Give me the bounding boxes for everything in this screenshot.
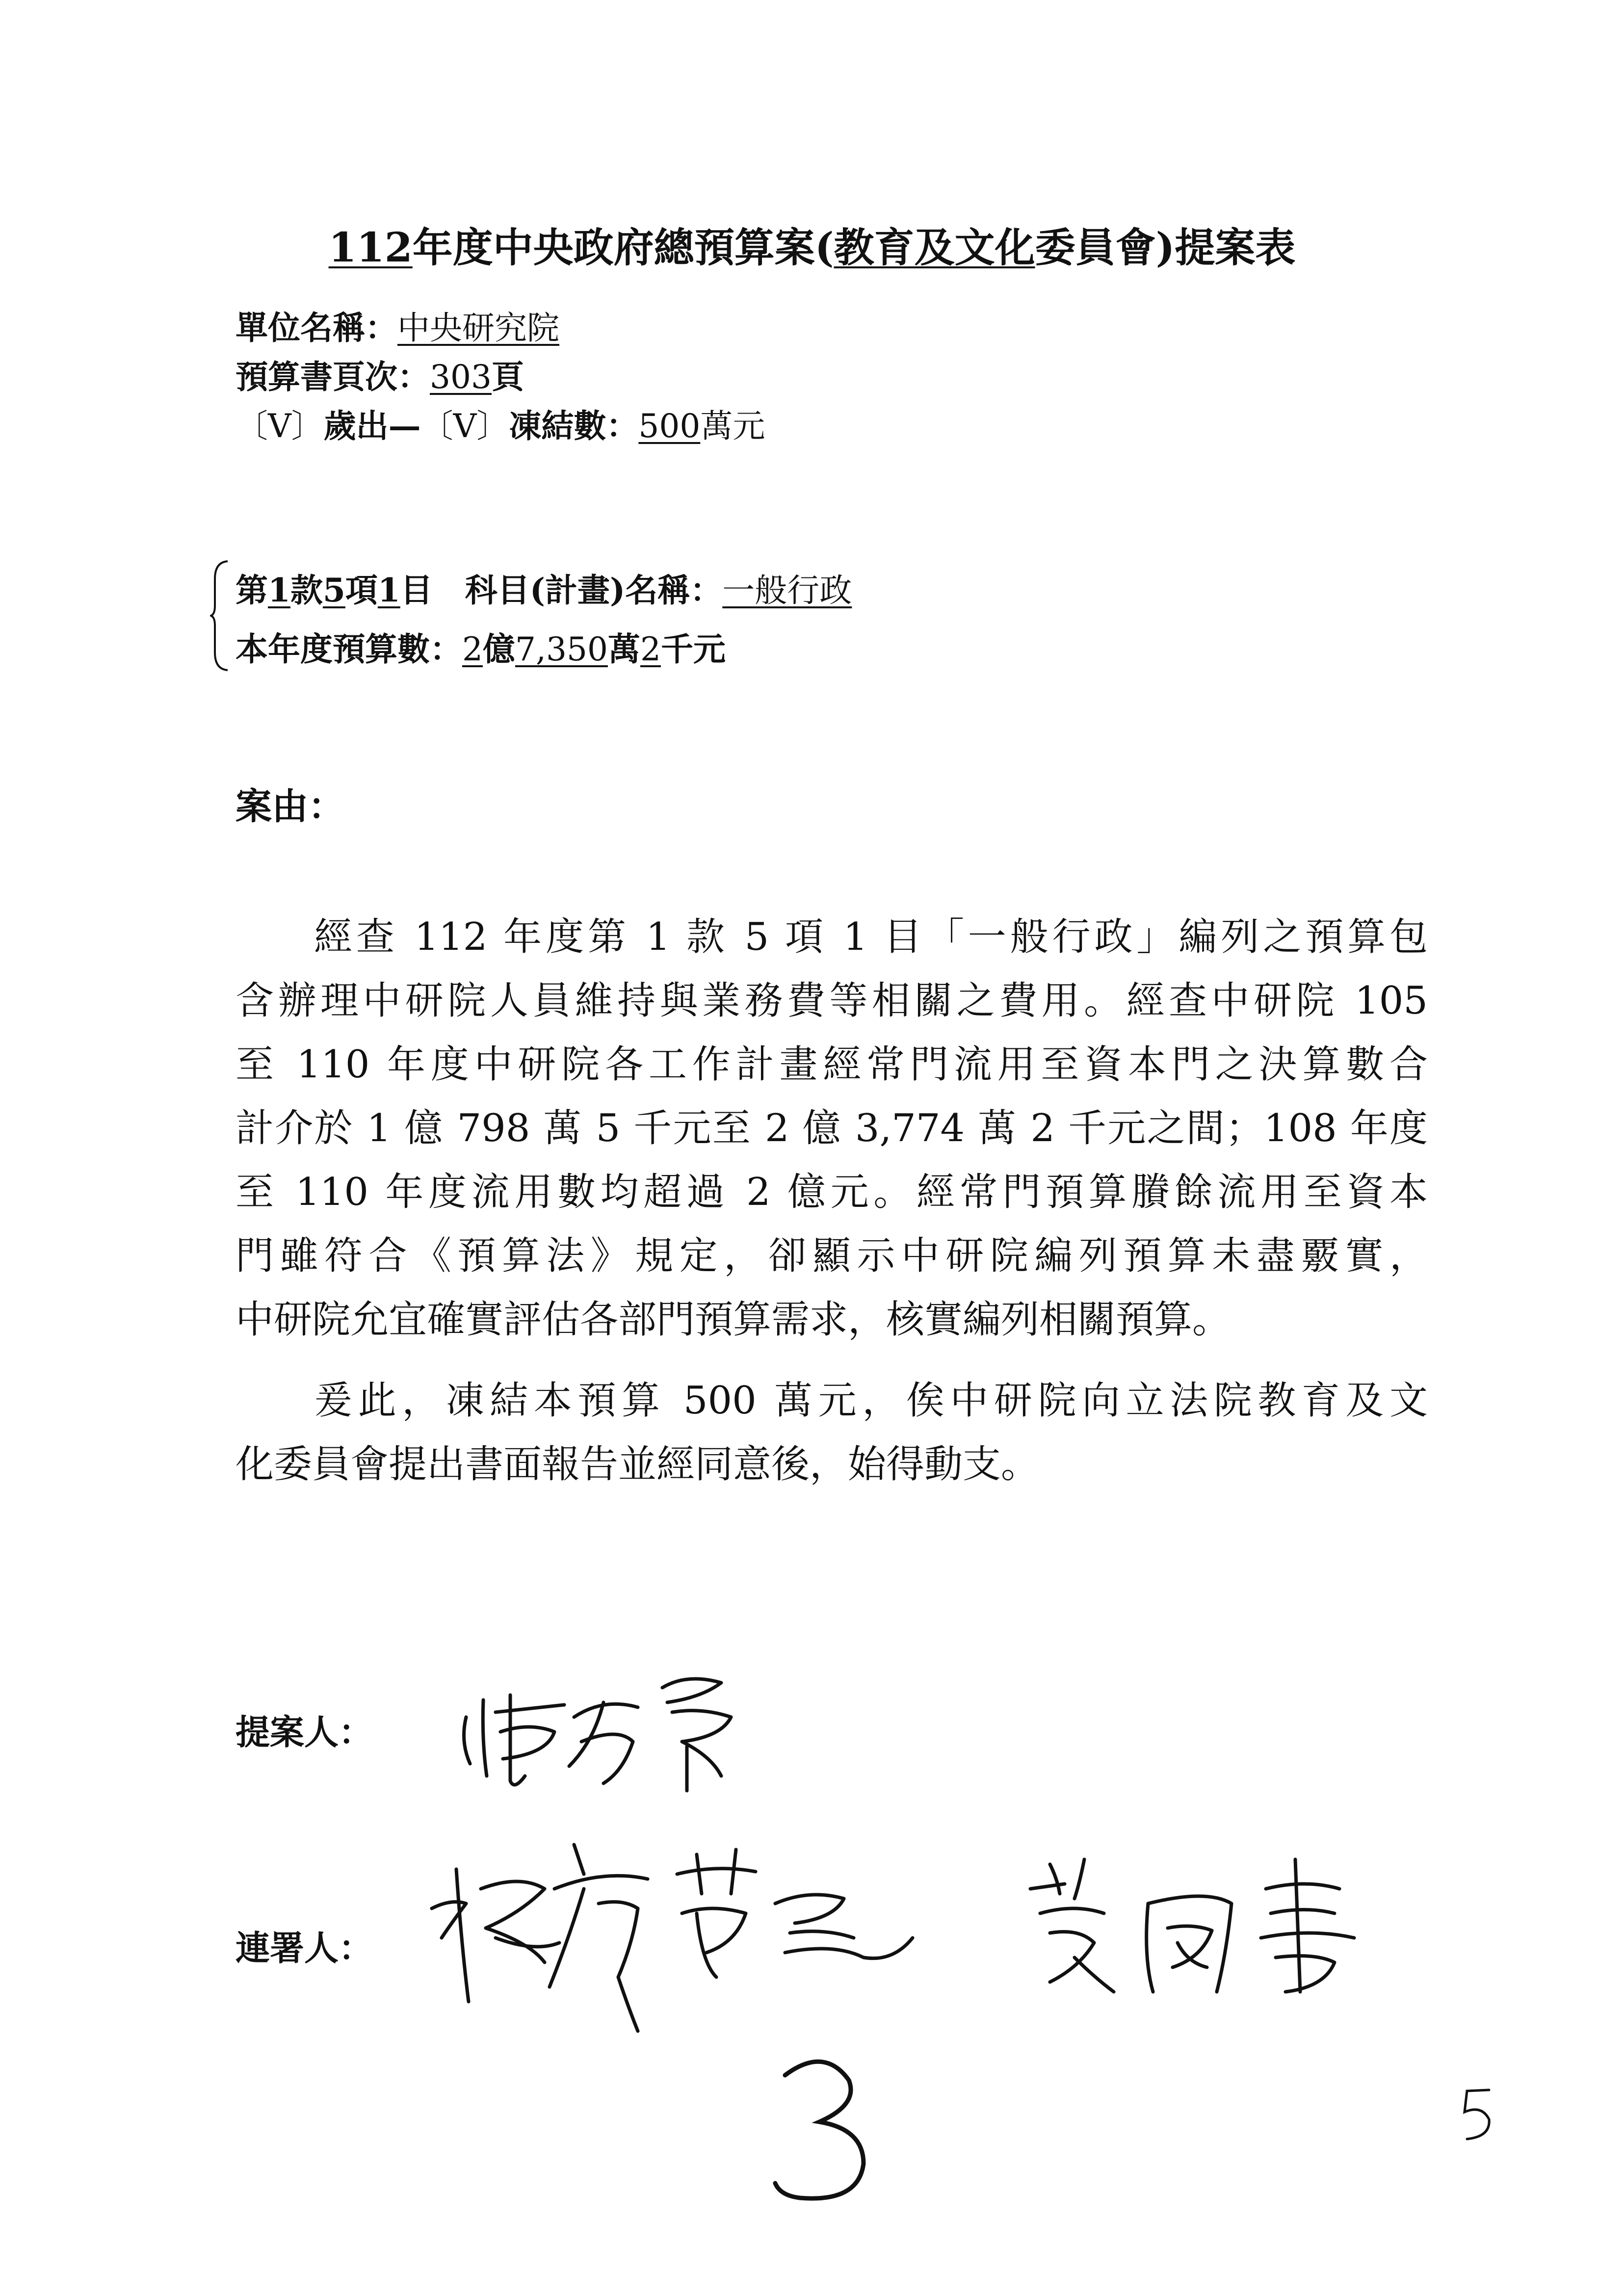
unit-value: 中央研究院 <box>397 309 559 347</box>
paragraph-line: 含辦理中研院人員維持與業務費等相關之費用。經查中研院 105 <box>236 979 1428 1023</box>
page-title <box>0 216 1624 273</box>
cosigner-signature-1 <box>422 1815 991 2061</box>
title-year: 112 <box>328 224 413 271</box>
item-kuan: 1 <box>268 571 290 609</box>
budget-wan: 7,350 <box>515 630 608 668</box>
item-mu: 1 <box>377 571 400 609</box>
item-name: 一般行政 <box>722 572 852 609</box>
budget-label: 本年度預算數： <box>236 630 462 668</box>
brace-icon <box>210 559 230 672</box>
paragraph-line: 至 110 年度中研院各工作計畫經常門流用至資本門之決算數合 <box>236 1043 1428 1087</box>
page-ref-label: 預算書頁次： <box>236 358 430 396</box>
budget-wan-unit: 萬 <box>607 630 640 668</box>
margin-mark <box>1452 2085 1501 2144</box>
title-committee: 教育及文化 <box>834 224 1035 271</box>
reason-paragraph-2 <box>236 1369 1428 1496</box>
title-post: 委員會)提案表 <box>1035 224 1296 271</box>
paragraph-line: 中研院允宜確實評估各部門預算需求，核實編列相關預算。 <box>236 1298 1231 1342</box>
budget-qian: 2 <box>640 630 661 668</box>
budget-yi: 2 <box>462 630 483 668</box>
item-text-1: 第 <box>236 571 268 609</box>
proposer-signature <box>456 1658 760 1805</box>
title-pre: 年度中央政府總預算案( <box>412 224 834 271</box>
page-ref-value: 303 <box>430 358 492 396</box>
unit-line <box>236 302 559 348</box>
page-ref-unit: 頁 <box>491 358 524 396</box>
handwritten-page-number <box>765 2051 873 2208</box>
paragraph-line: 化委員會提出書面報告並經同意後，始得動支。 <box>236 1442 1040 1487</box>
unit-label: 單位名稱： <box>236 309 397 347</box>
cosigner-signature-2 <box>1021 1845 1423 2007</box>
item-line <box>236 564 852 611</box>
budget-line <box>236 623 726 670</box>
item-text-2: 款 <box>290 571 323 609</box>
freeze-expenditure: 歲出— <box>323 407 421 445</box>
paragraph-line: 經查 112 年度第 1 款 5 項 1 目「一般行政」編列之預算包 <box>314 915 1428 959</box>
item-xiang: 5 <box>322 571 345 609</box>
paragraph-line: 門雖符合《預算法》規定，卻顯示中研院編列預算未盡覈實， <box>236 1234 1428 1278</box>
item-text-4: 目 科目(計畫)名稱： <box>400 571 723 609</box>
budget-qian-unit: 千元 <box>660 630 726 668</box>
paragraph-line: 計介於 1 億 798 萬 5 千元至 2 億 3,774 萬 2 千元之間；108 年度 <box>236 1106 1428 1150</box>
freeze-label: 凍結數： <box>509 407 639 445</box>
reason-paragraph-1 <box>236 905 1428 1352</box>
freeze-unit: 萬元 <box>700 407 765 445</box>
item-text-3: 項 <box>345 571 378 609</box>
paragraph-line: 爰此，凍結本預算 500 萬元，俟中研院向立法院教育及文 <box>314 1379 1428 1423</box>
budget-yi-unit: 億 <box>483 630 515 668</box>
reason-label: 案由： <box>236 785 344 828</box>
proposer-label: 提案人： <box>236 1712 373 1752</box>
freeze-value: 500 <box>638 407 701 445</box>
page-ref-line <box>236 351 524 397</box>
cosigner-label: 連署人： <box>236 1928 373 1968</box>
freeze-check-1: 〔V〕 <box>236 407 324 445</box>
paragraph-line: 至 110 年度流用數均超過 2 億元。經常門預算賸餘流用至資本 <box>236 1170 1428 1214</box>
freeze-line <box>236 400 765 446</box>
freeze-check-2: 〔V〕 <box>420 407 509 445</box>
